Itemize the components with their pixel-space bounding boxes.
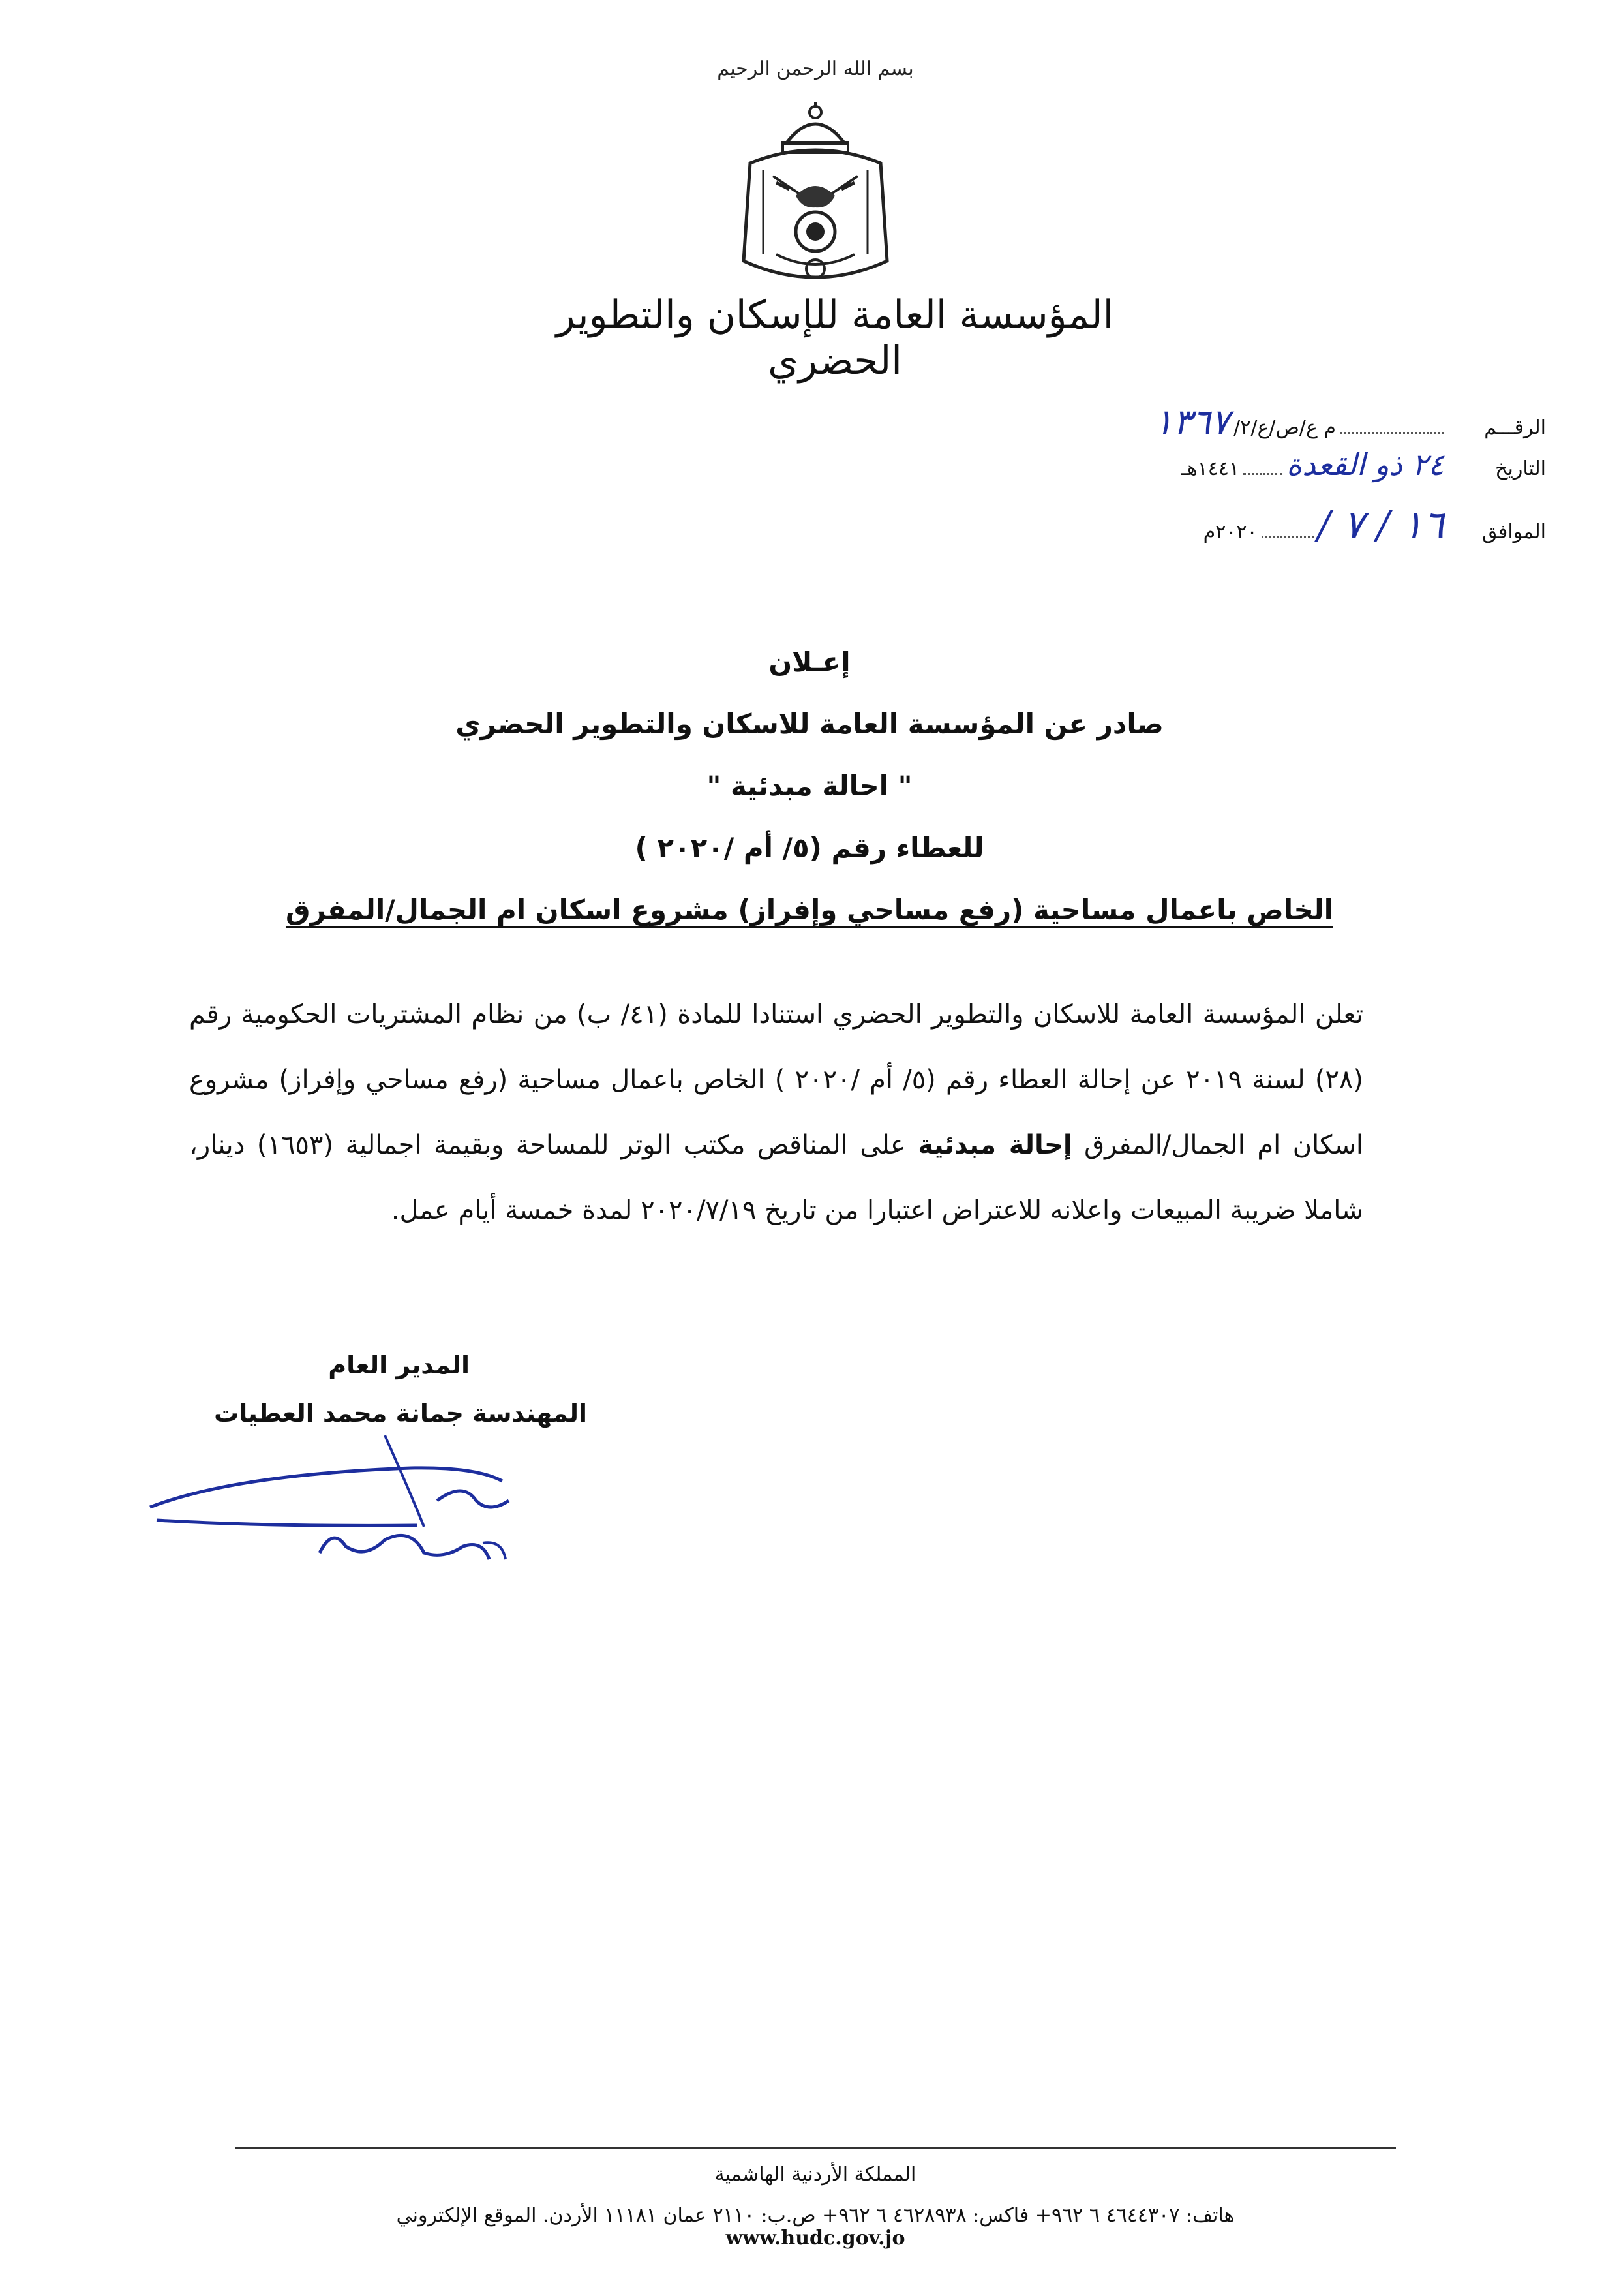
body-text-part1: تعلن المؤسسة العامة للاسكان والتطوير الحضري استنادا للمادة (٤١/ ب) من نظام المشتريات الحكومية رقم (٢٨) لسنة ٢٠١٩ عن إحالة العطاء رقم (٥/ أم /٢٠٢٠ ) الخاص باعمال مساحية (رفع مساحي وإفراز) مشروع اسكان ام الجمال/المفرق xyxy=(189,1000,1364,1160)
reference-number-handwritten: ١٣٦٧ xyxy=(1154,401,1230,442)
hijri-date-handwritten: ٢٤ ذو القعدة xyxy=(1286,447,1444,482)
reference-number-label: الرقـــم xyxy=(1484,416,1546,439)
footer-contact xyxy=(313,2204,1318,2250)
announcement-body xyxy=(189,982,1363,1243)
gregorian-date-label: الموافق xyxy=(1481,521,1546,543)
organization-logo-text: المؤسسة العامة للإسكان والتطوير الحضري xyxy=(556,292,1114,384)
body-text-part2: على المناقص مكتب الوتر للمساحة وبقيمة اجمالية (١٦٥٣) دينار، شاملا ضريبة المبيعات واعلانه للاعتراض اعتبارا من تاريخ ٢٠٢٠/٧/١٩ لمدة خمسة أيام عمل. xyxy=(189,1130,1363,1225)
tender-subject-text: الخاص باعمال مساحية (رفع مساحي وإفراز) مشروع اسكان ام الجمال/المفرق xyxy=(285,894,1333,926)
gregorian-year-printed: ٢٠٢٠م xyxy=(1203,521,1258,543)
body-text-bold: إحالة مبدئية xyxy=(918,1130,1072,1160)
hijri-year-printed: ١٤٤١هـ xyxy=(1181,457,1240,480)
basmala-text: بسم الله الرحمن الرحيم xyxy=(717,57,914,80)
footer-country: المملكة الأردنية الهاشمية xyxy=(714,2163,916,2186)
footer-contact-details: هاتف: ٤٦٤٤٣٠٧ ٦ ٩٦٢+ فاكس: ٤٦٢٨٩٣٨ ٦ ٩٦٢+ ص.ب: ٢١١٠ عمان ١١١٨١ الأردن. الموقع الإلكتروني xyxy=(396,2204,1235,2227)
signatory-title: المدير العام xyxy=(328,1351,470,1379)
announcement-heading: إعـلان xyxy=(768,646,851,678)
announcement-issuer: صادر عن المؤسسة العامة للاسكان والتطوير الحضري xyxy=(455,708,1164,740)
gregorian-date-handwritten: ١٦ / ٧ / xyxy=(1317,502,1444,548)
handwritten-signature xyxy=(137,1429,528,1572)
tender-subject xyxy=(196,894,1423,926)
tender-number: للعطاء رقم (٥/ أم /٢٠٢٠ ) xyxy=(635,832,984,864)
announcement-type: " احالة مبدئية " xyxy=(706,770,913,802)
footer-website-link[interactable]: www.hudc.gov.jo xyxy=(725,2227,905,2250)
signature-block xyxy=(183,1351,587,1428)
signatory-name: المهندسة جمانة محمد العطيات xyxy=(214,1399,587,1428)
announcement-title-block xyxy=(196,0,1423,979)
hijri-date-label: التاريخ xyxy=(1495,457,1546,480)
footer-divider xyxy=(235,2147,1396,2149)
reference-number-printed: م ع/ص/ع/٢/ xyxy=(1233,416,1336,439)
